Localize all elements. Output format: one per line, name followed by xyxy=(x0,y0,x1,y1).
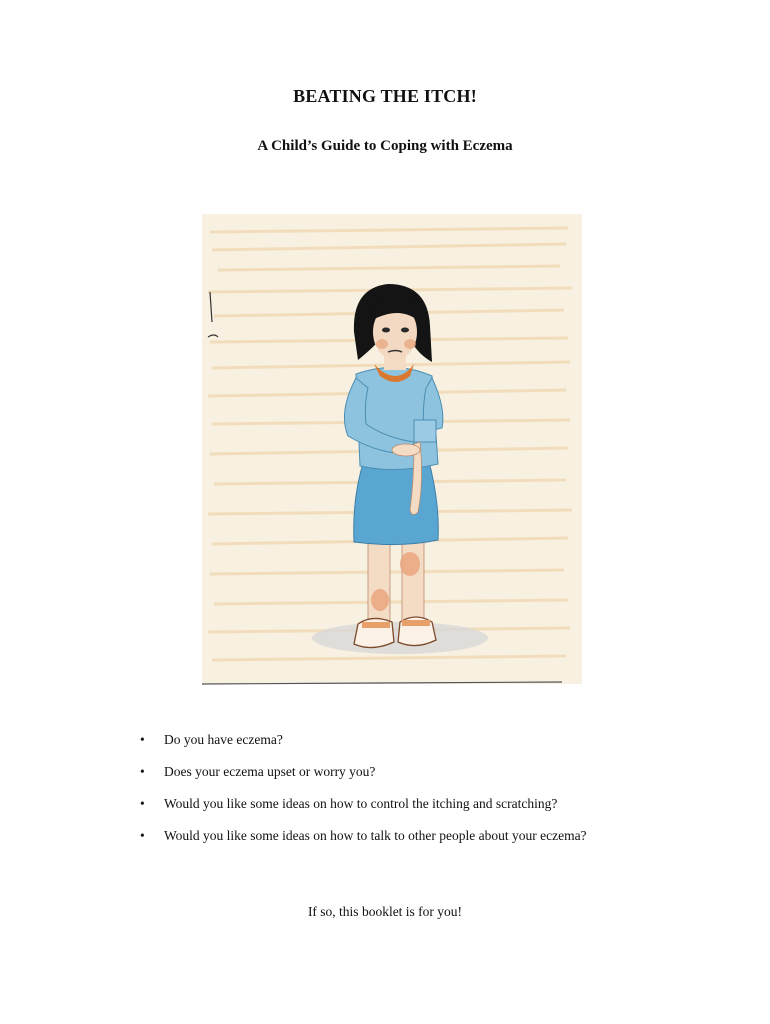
bullet-icon: • xyxy=(140,828,145,843)
list-item xyxy=(140,764,587,780)
bullet-icon: • xyxy=(140,764,145,779)
bullet-icon: • xyxy=(140,732,145,747)
document-title: BEATING THE ITCH! xyxy=(293,86,477,106)
closing-line: If so, this booklet is for you! xyxy=(307,904,463,919)
girl-with-eczema-drawing-icon xyxy=(188,192,590,692)
list-item xyxy=(140,732,587,748)
list-item xyxy=(140,796,587,812)
document-subtitle: A Child’s Guide to Coping with Eczema xyxy=(257,138,513,154)
list-item-text: Would you like some ideas on how to control the itching and scratching? xyxy=(164,796,558,811)
list-item-text: Does your eczema upset or worry you? xyxy=(164,764,376,779)
list-item-text: Would you like some ideas on how to talk to other people about your eczema? xyxy=(164,828,587,843)
list-item xyxy=(140,828,587,844)
bullet-icon: • xyxy=(140,796,145,811)
question-list xyxy=(140,732,587,860)
list-item-text: Do you have eczema? xyxy=(164,732,283,747)
